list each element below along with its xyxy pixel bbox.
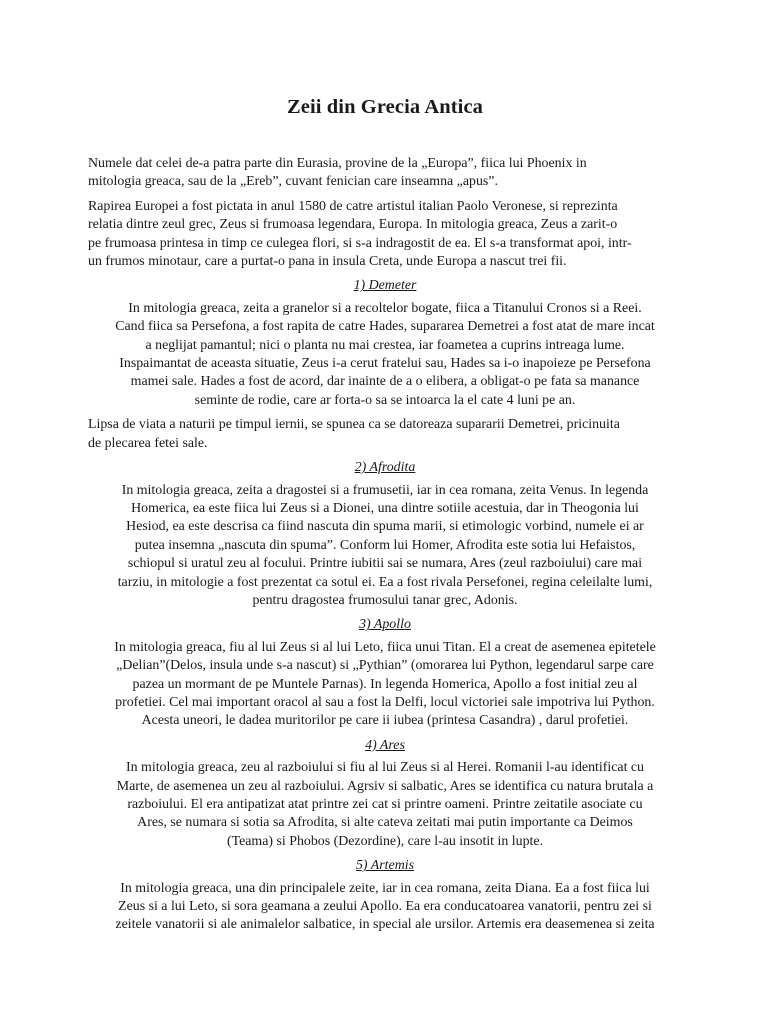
text-line: In mitologia greaca, zeita a dragostei si a frumusetii, iar in cea romana, zeita Venus. In legenda [121,482,649,498]
text-line: relatia dintre zeul grec, Zeus si frumoasa legendara, Europa. In mitologia greaca, Zeus a zarit-o [88,217,618,233]
page-title: Zeii din Grecia Antica [287,96,483,118]
text-line: In mitologia greaca, fiu al lui Zeus si al lui Leto, fiica unui Titan. El a creat de asemenea epitetele [114,639,656,655]
text-line: Zeus si a lui Leto, si sora geamana a zeului Apollo. Ea era conducatoarea vanatorii, pentru zei si [118,899,652,915]
text-line: Lipsa de viata a naturii pe timpul iernii, se spunea ca se datoreaza supararii Demetrei, pricinuita [88,417,620,433]
text-line: zeitele vanatorii si ale animalelor salbatice, in special ale ursilor. Artemis era deasemenea si zeita [115,917,655,933]
text-line: profetiei. Cel mai important oracol al sau a fost la Delfi, locul victoriei sale impotriva lui Python. [115,694,655,710]
section-paragraph [88,639,682,731]
text-line: Hesiod, ea este descrisa ca fiind nascuta din spuma marii, si etimologic vorbind, numele ei ar [126,519,644,535]
document-page [88,96,682,941]
text-line: pentru dragostea frumosului tanar grec, Adonis. [252,592,518,608]
text-line: un frumos minotaur, care a purtat-o pana in insula Creta, unde Europa a nascut trei fii. [88,254,567,270]
text-line: Numele dat celei de-a patra parte din Eurasia, provine de la „Europa”, fiica lui Phoenix in [88,156,587,171]
text-line: schiopul si uratul zeu al focului. Printre iubitii sai se numara, Ares (zeul razboiului) care mai [127,556,643,572]
section-paragraph [88,300,682,410]
section-heading-ares: 4) Ares [365,737,405,753]
text-line: tarziu, in mitologie a fost prezentat ca sotul ei. Ea a fost rivala Persefonei, regina celeilalte lumi, [117,574,653,590]
section-heading-afrodita: 2) Afrodita [354,460,416,476]
text-line: (Teama) si Phobos (Dezordine), care l-au insotit in lupte. [226,833,544,849]
text-line: Acesta uneori, le dadea muritorilor pe care ii iubea (printesa Casandra) , darul profetiei. [141,713,629,729]
text-line: Marte, de asemenea un zeu al razboiului. Agrsiv si salbatic, Ares se identifica cu natura brutala a [116,778,654,794]
text-line: putea insemna „nascuta din spuma”. Conform lui Homer, Afrodita este sotia lui Hefaistos, [134,537,636,553]
text-line: razboiului. El era antipatizat atat printre zei cat si printre oameni. Printre zeitatile asociate cu [127,797,643,812]
text-line: Rapirea Europei a fost pictata in anul 1580 de catre artistul italian Paolo Veronese, si reprezinta [88,198,618,214]
text-line: Homerica, ea este fiica lui Zeus si a Dionei, una dintre sotiile acestuia, dar in Theogonia lui [131,500,639,516]
text-line: mamei sale. Hades a fost de acord, dar inainte de a o elibera, a obligat-o pe fata sa manance [130,374,640,390]
text-line: de plecarea fetei sale. [88,435,208,451]
intro-paragraph-2 [88,198,682,272]
text-line: In mitologia greaca, zeu al razboiului si fiu al lui Zeus si al Herei. Romanii l-au identificat cu [125,760,645,776]
text-line: In mitologia greaca, una din principalele zeite, iar in cea romana, zeita Diana. Ea a fost fiica lui [120,880,650,896]
text-line: a neglijat pamantul; nici o planta nu mai crestea, iar foametea a cuprins intreaga lume. [145,337,625,353]
text-line: Cand fiica sa Persefona, a fost rapita de catre Hades, supararea Demetrei a fost atat de mare incat [115,319,655,335]
section-paragraph [88,880,682,935]
text-line: Ares, se numara si sotia sa Afrodita, si alte cateva zeitati mai putin importante ca Deimos [137,815,633,831]
section-heading-artemis: 5) Artemis [355,858,414,874]
section-paragraph [88,416,682,453]
text-line: Inspaimantat de aceasta situatie, Zeus i-a cerut fratelui sau, Hades sa i-o inapoieze pe Persefona [119,356,651,372]
text-line: mitologia greaca, sau de la „Ereb”, cuvant fenician care inseamna „apus”. [88,174,498,190]
section-paragraph [88,759,682,851]
text-line: In mitologia greaca, zeita a granelor si a recoltelor bogate, fiica a Titanului Cronos si a Reei. [128,300,642,316]
intro-paragraph-1 [88,155,682,192]
text-line: „Delian”(Delos, insula unde s-a nascut) si „Pythian” (omorarea lui Python, legendarul sarpe care [116,658,654,674]
section-paragraph [88,482,682,611]
section-heading-apollo: 3) Apollo [359,617,411,633]
text-line: seminte de rodie, care ar forta-o sa se intoarca la el cate 4 luni pe an. [194,392,576,408]
text-line: pe frumoasa printesa in timp ce culegea flori, si s-a indragostit de ea. El s-a transformat apoi, intr- [88,235,632,251]
text-line: pazea un mormant de pe Muntele Parnas). In legenda Homerica, Apollo a fost initial zeu al [132,676,638,692]
section-heading-demeter: 1) Demeter [353,278,417,294]
